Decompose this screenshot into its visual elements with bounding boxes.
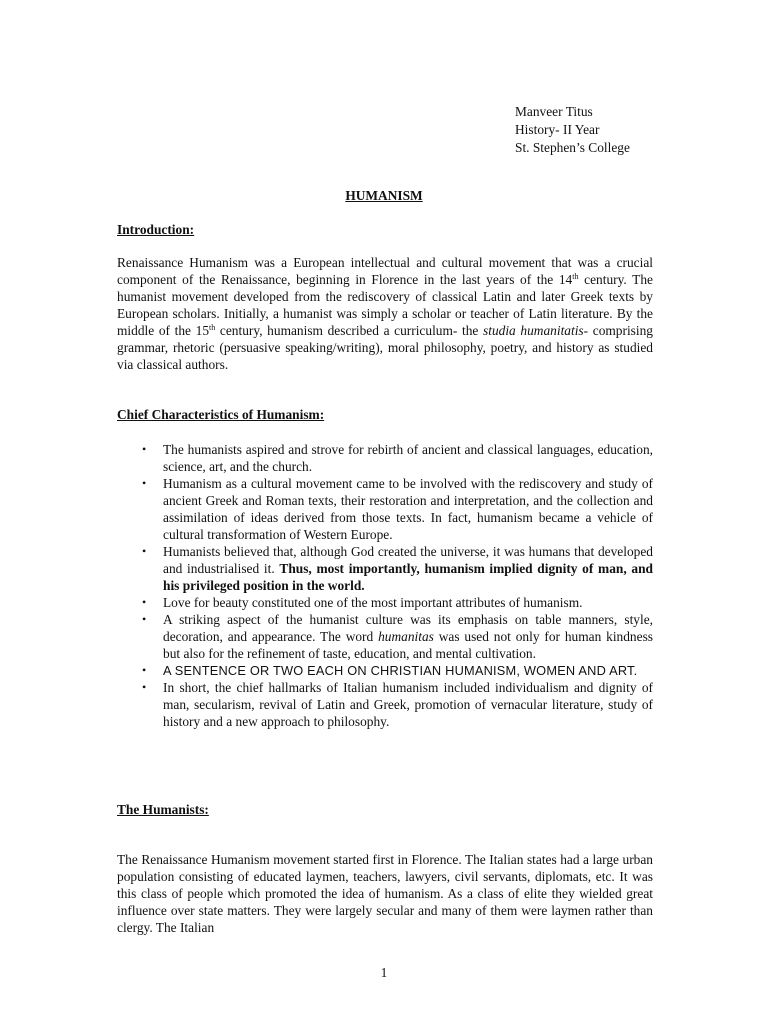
list-item-text: Humanism as a cultural movement came to be involved with the rediscovery and study of ancient Greek and Roman texts, their restoration and interpretation, and the collection and assimilation of ideas derived from those texts. In fact, humanism became a vehicle of cultural transformation of Western Europe. xyxy=(163,476,653,542)
introduction-paragraph xyxy=(117,254,653,373)
characteristics-list xyxy=(117,441,653,730)
list-item-bold: Thus, most importantly, humanism implied dignity of man, and his privileged position in the world. xyxy=(163,561,653,593)
list-item xyxy=(117,441,653,475)
introduction-heading: Introduction: xyxy=(117,222,195,237)
list-item-text: A SENTENCE OR TWO EACH ON CHRISTIAN HUMANISM, WOMEN AND ART. xyxy=(163,663,638,678)
intro-text-3: century, humanism described a curriculum- the xyxy=(215,323,484,338)
intro-text-2: century. The humanist movement developed from the rediscovery of classical Latin and later Greek texts by European scholars. Initially, a humanist was simply a scholar or teacher of Latin literature. By the middle of the 15 xyxy=(117,272,653,338)
characteristics-heading: Chief Characteristics of Humanism: xyxy=(117,407,325,422)
author-course: History- II Year xyxy=(515,122,600,137)
document-title: HUMANISM xyxy=(345,188,423,203)
list-item-italic: humanitas xyxy=(378,629,434,644)
bullet-icon: • xyxy=(142,595,147,609)
bullet-icon: • xyxy=(142,680,147,694)
page-number: 1 xyxy=(380,965,388,980)
bullet-icon: • xyxy=(142,663,147,677)
author-name: Manveer Titus xyxy=(515,104,593,119)
list-item xyxy=(117,611,653,662)
author-college: St. Stephen’s College xyxy=(515,140,630,155)
bullet-icon: • xyxy=(142,544,147,558)
bullet-icon: • xyxy=(142,442,147,456)
list-item-text: In short, the chief hallmarks of Italian humanism included individualism and dignity of man, secularism, revival of Latin and Greek, promotion of vernacular literature, study of history and a new approach to philosophy. xyxy=(163,680,653,729)
list-item-text: Humanists believed that, although God created the universe, it was humans that developed and industrialised it. xyxy=(163,544,653,576)
author-block xyxy=(515,103,630,157)
intro-text-1: Renaissance Humanism was a European intellectual and cultural movement that was a crucial component of the Renaissance, beginning in Florence in the last years of the 14 xyxy=(117,255,653,287)
intro-sup-2: th xyxy=(209,323,216,332)
humanists-paragraph: The Renaissance Humanism movement started first in Florence. The Italian states had a large urban population consisting of educated laymen, teachers, lawyers, civil servants, diplomats, etc. It was this class of people which promoted the idea of humanism. As a class of elite they wielded great influence over state matters. They were largely secular and many of them were laymen rather than clergy. The Italian xyxy=(117,852,653,935)
list-item xyxy=(117,679,653,730)
intro-italic: studia humanitatis- xyxy=(483,323,589,338)
bullet-icon: • xyxy=(142,476,147,490)
list-item-text: The humanists aspired and strove for rebirth of ancient and classical languages, education, science, art, and the church. xyxy=(163,442,653,474)
list-item xyxy=(117,543,653,594)
intro-sup-1: th xyxy=(572,272,579,281)
list-item xyxy=(117,594,653,611)
intro-text-4: comprising grammar, rhetoric (persuasive speaking/writing), moral philosophy, poetry, and history as studied via classical authors. xyxy=(117,323,654,372)
list-item-text: Love for beauty constituted one of the most important attributes of humanism. xyxy=(163,595,583,610)
list-item xyxy=(117,662,653,679)
list-item-text: A striking aspect of the humanist culture was its emphasis on table manners, style, decoration, and appearance. The word xyxy=(163,612,653,644)
humanists-heading: The Humanists: xyxy=(117,802,209,817)
list-item xyxy=(117,475,653,543)
bullet-icon: • xyxy=(142,612,147,626)
list-item-text-2: was used not only for human kindness but also for the refinement of taste, education, and mental cultivation. xyxy=(163,629,653,661)
